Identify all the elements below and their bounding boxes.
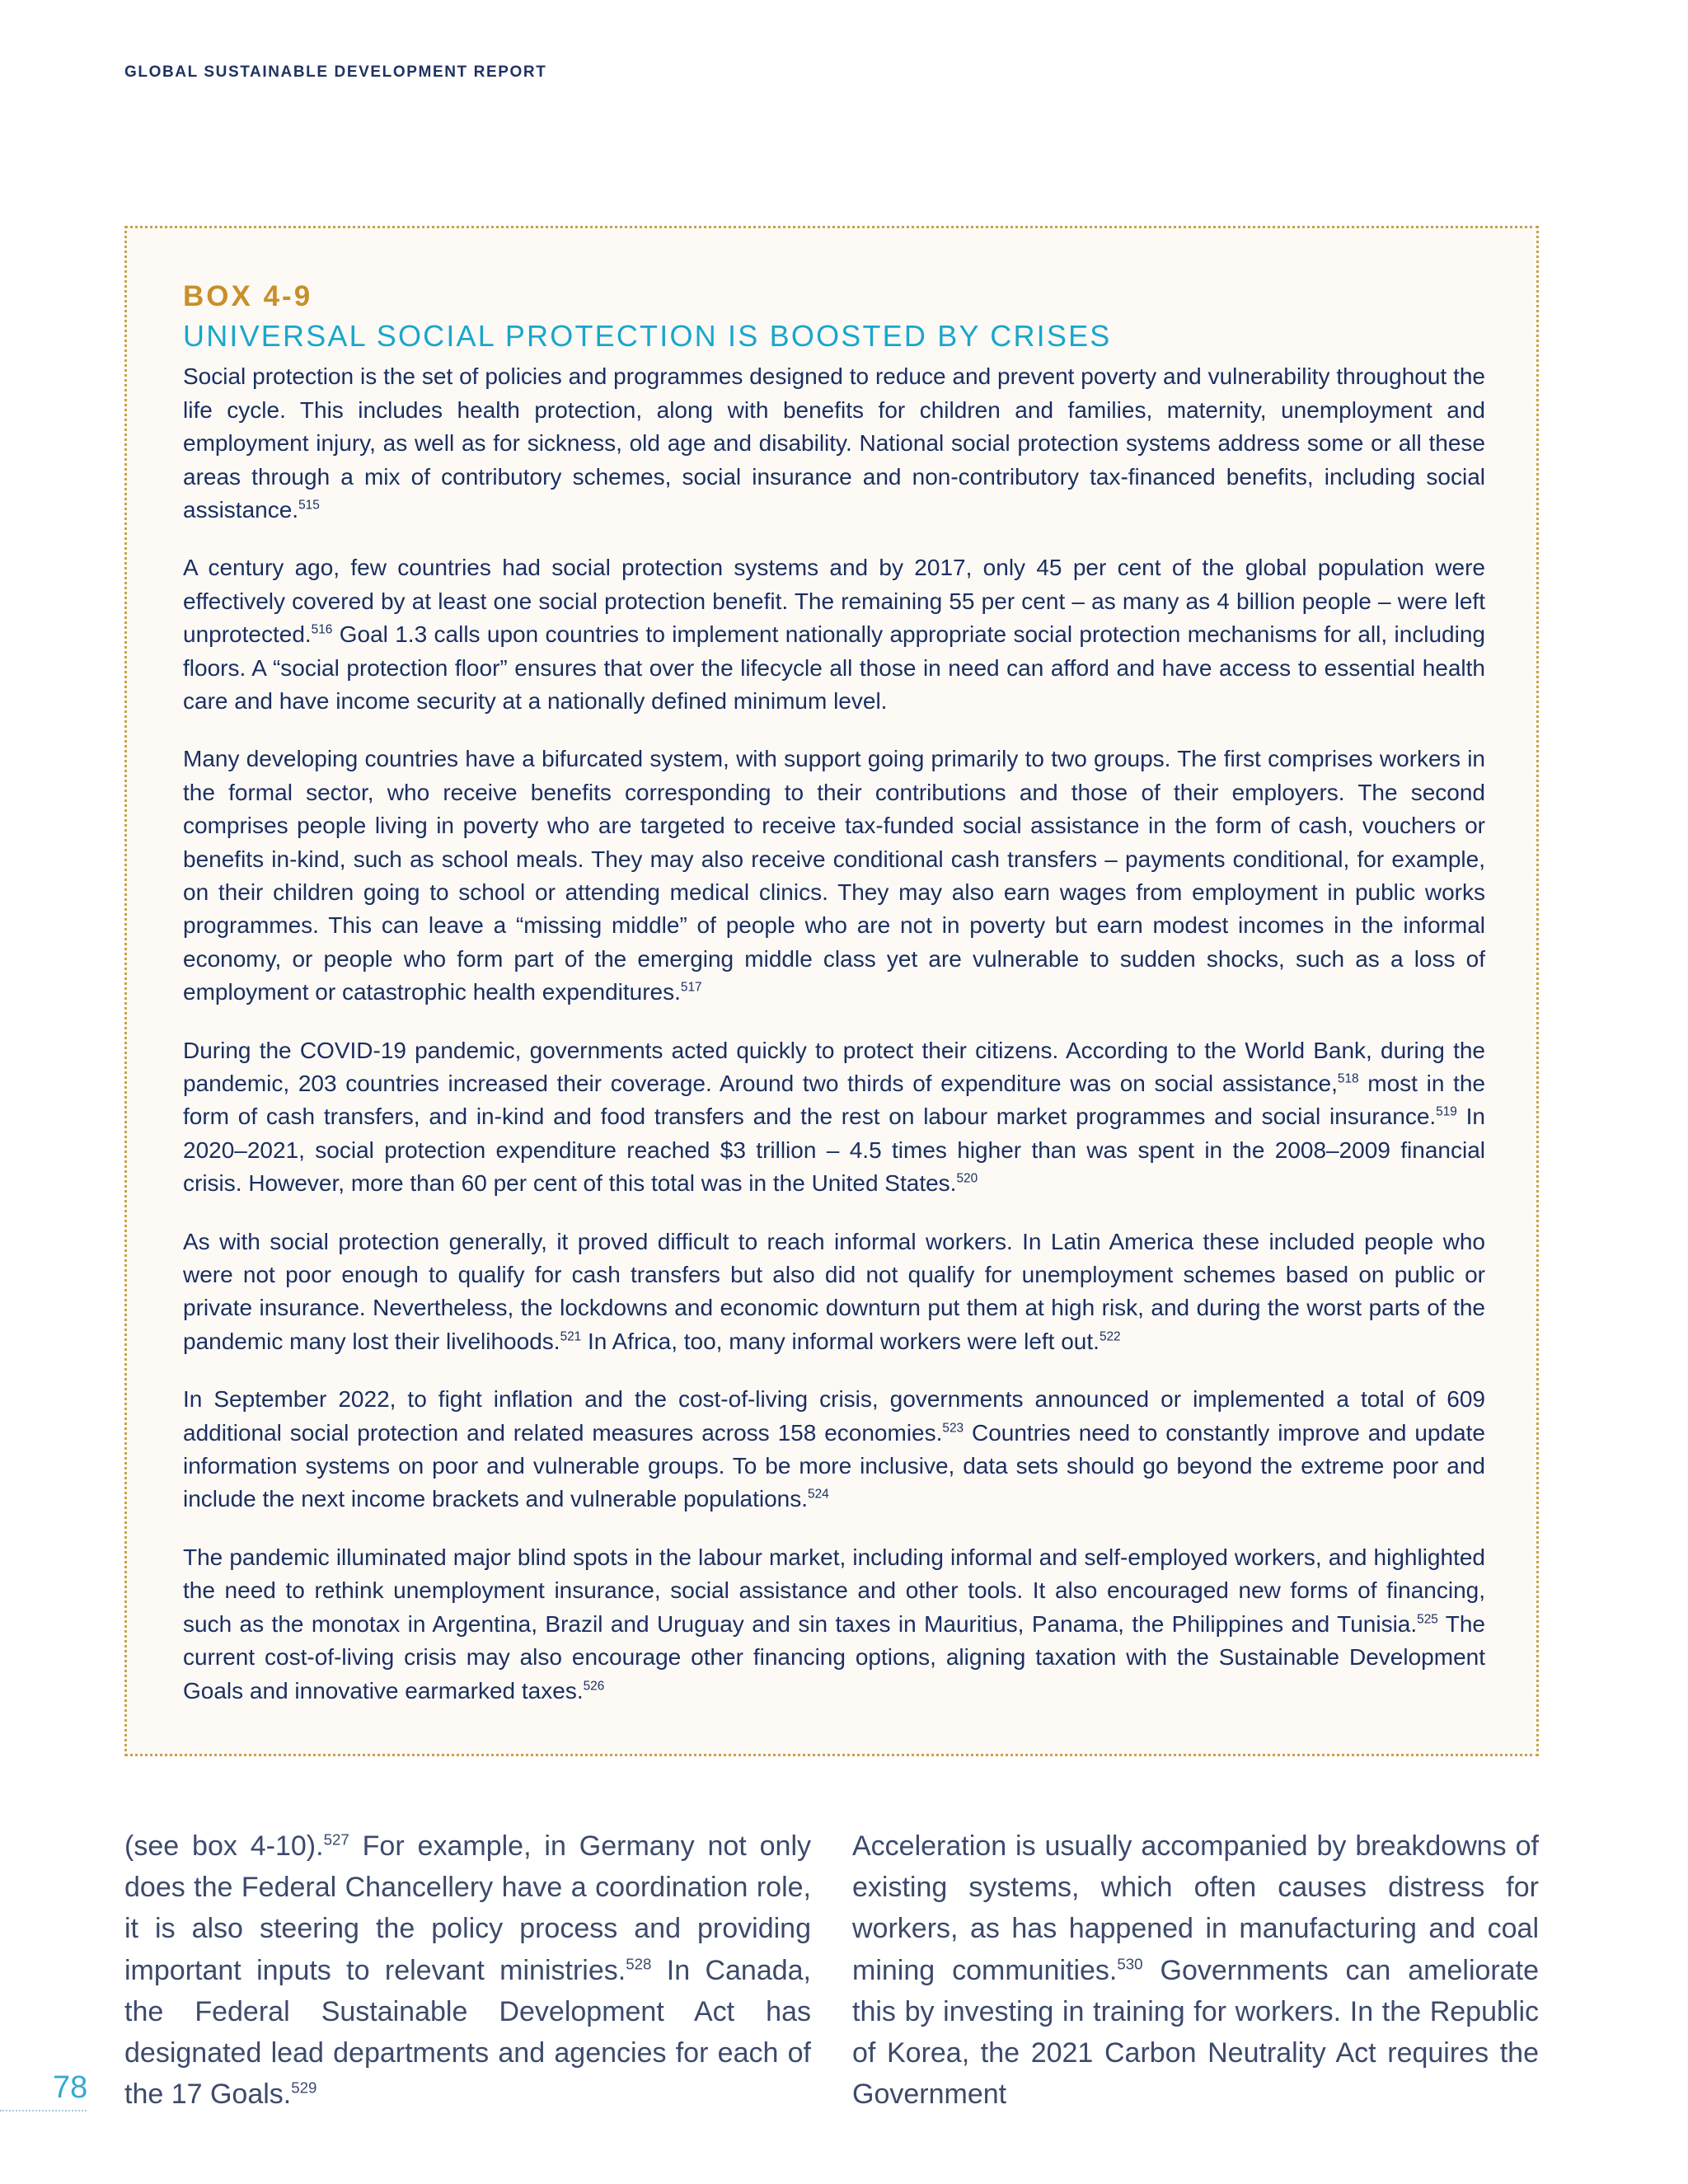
- footnote-ref: 527: [323, 1830, 349, 1849]
- box-paragraph: Social protection is the set of policies and programmes designed to reduce and prevent poverty and vulnerability throughout the life cycle. This includes health protection, along with benefits for children and families, maternity, unemployment and employment injury, as well as for sickness, old age and disability. National social protection systems address some or all these areas through a mix of contributory schemes, social insurance and non-contributory tax-financed benefits, including social assistance.$^{515}$: [183, 363, 1485, 523]
- footnote-ref: 524: [808, 1488, 829, 1502]
- footnote-ref: 525: [1417, 1612, 1438, 1627]
- footnote-ref: 530: [1117, 1955, 1143, 1973]
- footnote-ref: 515: [298, 498, 320, 513]
- footnote-ref: 521: [560, 1329, 582, 1344]
- footnote-ref: 518: [1337, 1071, 1359, 1086]
- box-content: [183, 278, 1485, 1708]
- footnote-ref: 519: [1436, 1105, 1457, 1120]
- box-label: BOX 4-9: [183, 280, 313, 312]
- page-number: 78: [53, 2070, 88, 2105]
- box-title: UNIVERSAL SOCIAL PROTECTION IS BOOSTED BY CRISES: [183, 318, 1112, 353]
- box-paragraph: A century ago, few countries had social protection systems and by 2017, only 45 per cent of the global population were effectively covered by at least one social protection benefit. The remaining 55 per cent – as many as 4 billion people – were left unprotected.$^{516}$ Goal 1.3 calls upon countries to implement nationally appropriate social protection mechanisms for all, including floors. A “social protection floor” ensures that over the lifecycle all those in need can afford and have access to essential health care and have income security at a nationally defined minimum level.: [183, 555, 1485, 714]
- body-column-right: Acceleration is usually accompanied by breakdowns of existing systems, which often causes distress for workers, as has happened in manufacturing and coal mining communities.$^{530}$ Governments can ameliorate this by investing in training for workers. In the Republic of Korea, the 2021 Carbon Neutrality Act requires the Government: [852, 1830, 1539, 2111]
- running-header: GLOBAL SUSTAINABLE DEVELOPMENT REPORT: [124, 63, 547, 81]
- page-number-rule: [0, 2110, 87, 2111]
- box-4-9: [124, 226, 1539, 1756]
- body-column-left: (see box 4-10).$^{527}$ For example, in Germany not only does the Federal Chancellery have a coordination role, it is also steering the policy process and providing important inputs to relevant ministries.$^{528}$ In Canada, the Federal Sustainable Development Act has designated lead departments and agencies for each of the 17 Goals.$^{529}$: [124, 1830, 812, 2111]
- footnote-ref: 528: [626, 1955, 652, 1973]
- box-paragraph: In September 2022, to fight inflation and the cost-of-living crisis, governments announced or implemented a total of 609 additional social protection and related measures across 158 economies.$^{523}$ Countries need to constantly improve and update information systems on poor and vulnerable groups. To be more inclusive, data sets should go beyond the extreme poor and include the next income brackets and vulnerable populations.$^{524}$: [183, 1386, 1485, 1512]
- box-paragraph: Many developing countries have a bifurcated system, with support going primarily to two groups. The first comprises workers in the formal sector, who receive benefits corresponding to their contributions and those of their employers. The second comprises people living in poverty who are targeted to receive tax-funded social assistance in the form of cash, vouchers or benefits in-kind, such as school meals. They may also receive conditional cash transfers – payments conditional, for example, on their children going to school or attending medical clinics. They may also earn wages from employment in public works programmes. This can leave a “missing middle” of people who are not in poverty but earn modest incomes in the informal economy, or people who form part of the emerging middle class yet are vulnerable to sudden shocks, such as a loss of employment or catastrophic health expenditures.$^{517}$: [183, 746, 1485, 1005]
- box-paragraph: As with social protection generally, it proved difficult to reach informal workers. In Latin America these included people who were not poor enough to qualify for cash transfers but also did not qualify for unemployment schemes based on public or private insurance. Nevertheless, the lockdowns and economic downturn put them at high risk, and during the worst parts of the pandemic many lost their livelihoods.$^{521}$ In Africa, too, many informal workers were left out.$^{522}$: [183, 1228, 1485, 1354]
- box-paragraph: During the COVID-19 pandemic, governments acted quickly to protect their citizens. According to the World Bank, during the pandemic, 203 countries increased their coverage. Around two thirds of expenditure was on social assistance,$^{518}$ most in the form of cash transfers, and in-kind and food transfers and the rest on labour market programmes and social insurance.$^{519}$ In 2020–2021, social protection expenditure reached $3 trillion – 4.5 times higher than was spent in the 2008–2009 financial crisis. However, more than 60 per cent of this total was in the United States.$^{520}$: [183, 1037, 1485, 1197]
- footnote-ref: 520: [956, 1171, 978, 1186]
- footnote-ref: 516: [311, 622, 333, 637]
- footnote-ref: 529: [291, 2079, 317, 2097]
- footnote-ref: 523: [942, 1421, 964, 1436]
- footnote-ref: 526: [583, 1679, 605, 1694]
- box-paragraph: The pandemic illuminated major blind spots in the labour market, including informal and self-employed workers, and highlighted the need to rethink unemployment insurance, social assistance and other tools. It also encouraged new forms of financing, such as the monotax in Argentina, Brazil and Uruguay and sin taxes in Mauritius, Panama, the Philippines and Tunisia.$^{525}$ The current cost-of-living crisis may also encourage other financing options, aligning taxation with the Sustainable Development Goals and innovative earmarked taxes.$^{526}$: [183, 1544, 1485, 1704]
- footnote-ref: 517: [680, 980, 702, 995]
- footnote-ref: 522: [1099, 1329, 1121, 1344]
